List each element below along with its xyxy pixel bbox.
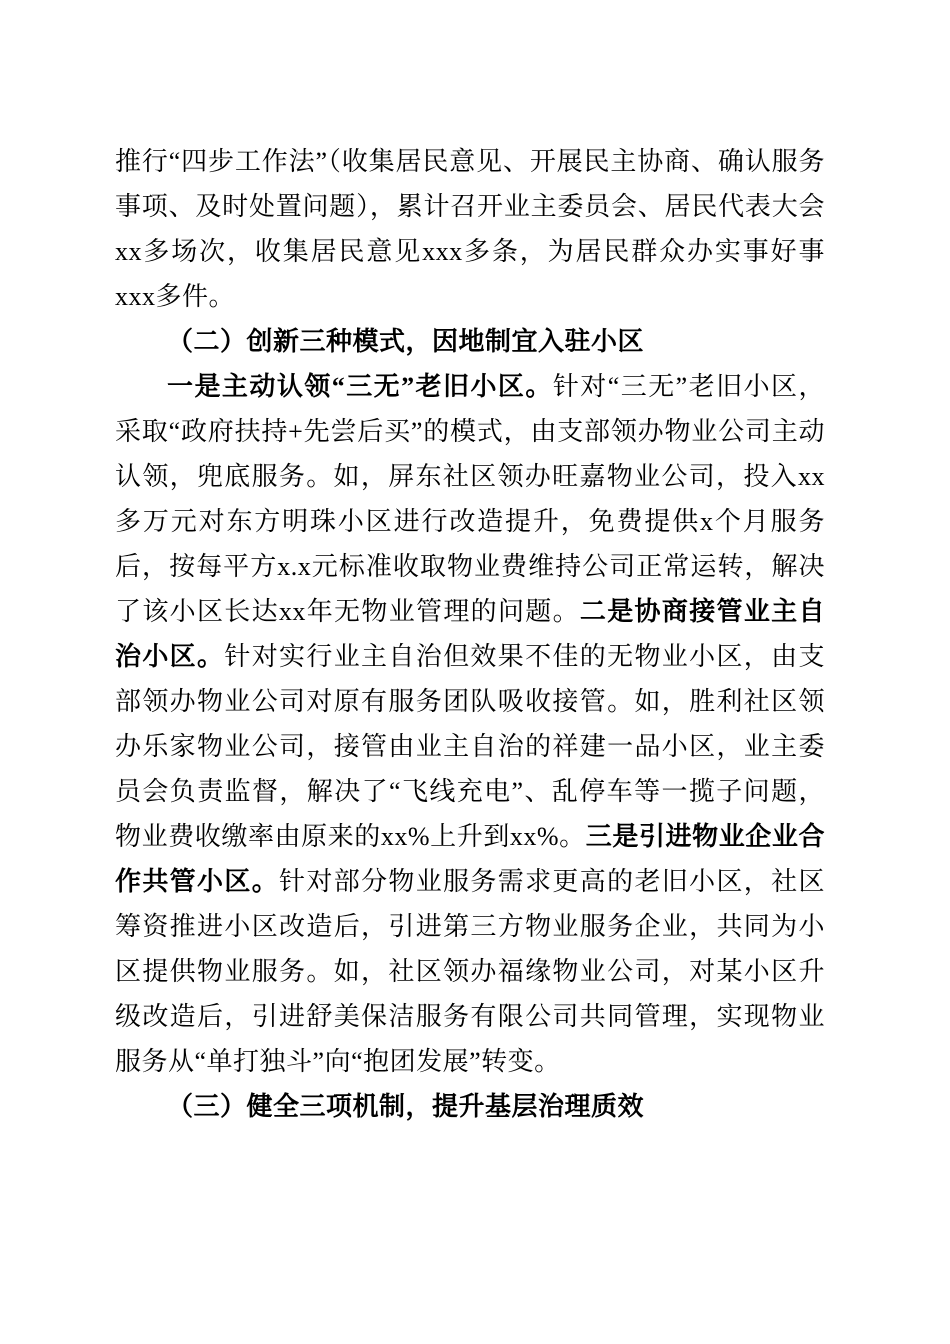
- body-paragraph: [115, 364, 825, 1084]
- section-heading: [115, 319, 825, 364]
- text-run: 推行“四步工作法”（收集居民意见、开展民主协商、确认服务事项、及时处置问题），累计召开业主委员会、居民代表大会xx多场次，收集居民意见xxx多条，为居民群众办实事好事xxx多件。: [115, 147, 825, 311]
- document-body: [115, 139, 825, 1129]
- emphasis-text-run: 一是主动认领“三无”老旧小区。: [167, 372, 553, 401]
- text-run: 针对部分物业服务需求更高的老旧小区，社区筹资推进小区改造后，引进第三方物业服务企业，共同为小区提供物业服务。如，社区领办福缘物业公司，对某小区升级改造后，引进舒美保洁服务有限公司共同管理，实现物业服务从“单打独斗”向“抱团发展”转变。: [115, 867, 825, 1076]
- emphasis-text-run: 三是引进物业企业合作共管小区。: [115, 822, 825, 896]
- section-heading: [115, 1084, 825, 1129]
- emphasis-text-run: （三）健全三项机制，提升基层治理质效: [167, 1092, 645, 1121]
- text-run: 针对实行业主自治但效果不佳的无物业小区，由支部领办物业公司对原有服务团队吸收接管。如，胜利社区领办乐家物业公司，接管由业主自治的祥建一品小区，业主委员会负责监督，解决了“飞线充电”、乱停车等一揽子问题，物业费收缴率由原来的xx%上升到xx%。: [115, 642, 825, 851]
- body-paragraph: [115, 139, 825, 319]
- text-run: 针对“三无”老旧小区，采取“政府扶持+先尝后买”的模式，由支部领办物业公司主动认领，兜底服务。如，屏东社区领办旺嘉物业公司，投入xx多万元对东方明珠小区进行改造提升，免费提供x个月服务后，按每平方x.x元标准收取物业费维持公司正常运转，解决了该小区长达xx年无物业管理的问题。: [115, 372, 825, 626]
- emphasis-text-run: （二）创新三种模式，因地制宜入驻小区: [167, 327, 645, 356]
- emphasis-text-run: 二是协商接管业主自治小区。: [115, 597, 825, 671]
